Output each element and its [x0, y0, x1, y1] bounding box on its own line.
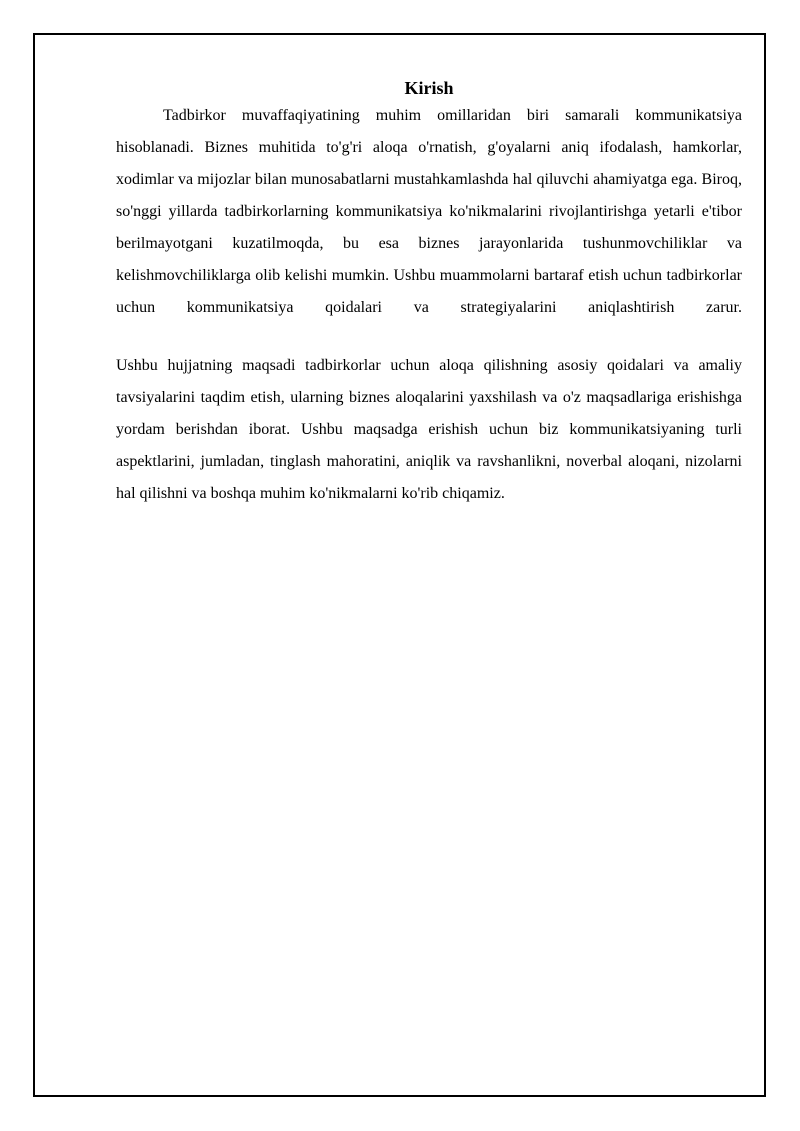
- paragraph-intro: Tadbirkor muvaffaqiyatining muhim omillaridan biri samarali kommunikatsiya hisoblanadi. Biznes muhitida to'g'ri aloqa o'rnatish, g'oyalarni aniq ifodalash, hamkorlar, xodimlar va mijozlar bilan munosabatlarni mustahkamlashda hal qiluvchi ahamiyatga ega. Biroq, so'nggi yillarda tadbirkorlarning kommunikatsiya ko'nikmalarini rivojlantirishga yetarli e'tibor berilmayotgani kuzatilmoqda, bu esa biznes jarayonlarida tushunmovchiliklar va kelishmovchiliklarga olib kelishi mumkin. Ushbu muammolarni bartaraf etish uchun tadbirkorlar uchun kommunikatsiya qoidalari va strategiyalarini aniqlashtirish zarur.: [116, 107, 742, 316]
- document-title: Kirish: [404, 78, 454, 98]
- document-body: [116, 76, 742, 510]
- paragraph-purpose: Ushbu hujjatning maqsadi tadbirkorlar uchun aloqa qilishning asosiy qoidalari va amaliy tavsiyalarini taqdim etish, ularning biznes aloqalarini yaxshilash va o'z maqsadlariga erishishga yordam berishdan iborat. Ushbu maqsadga erishish uchun biz kommunikatsiyaning turli aspektlarini, jumladan, tinglash mahoratini, aniqlik va ravshanlikni, noverbal aloqani, nizolarni hal qilishni va boshqa muhim ko'nikmalarni ko'rib chiqamiz.: [116, 357, 742, 502]
- paragraph-spacer: [116, 324, 742, 350]
